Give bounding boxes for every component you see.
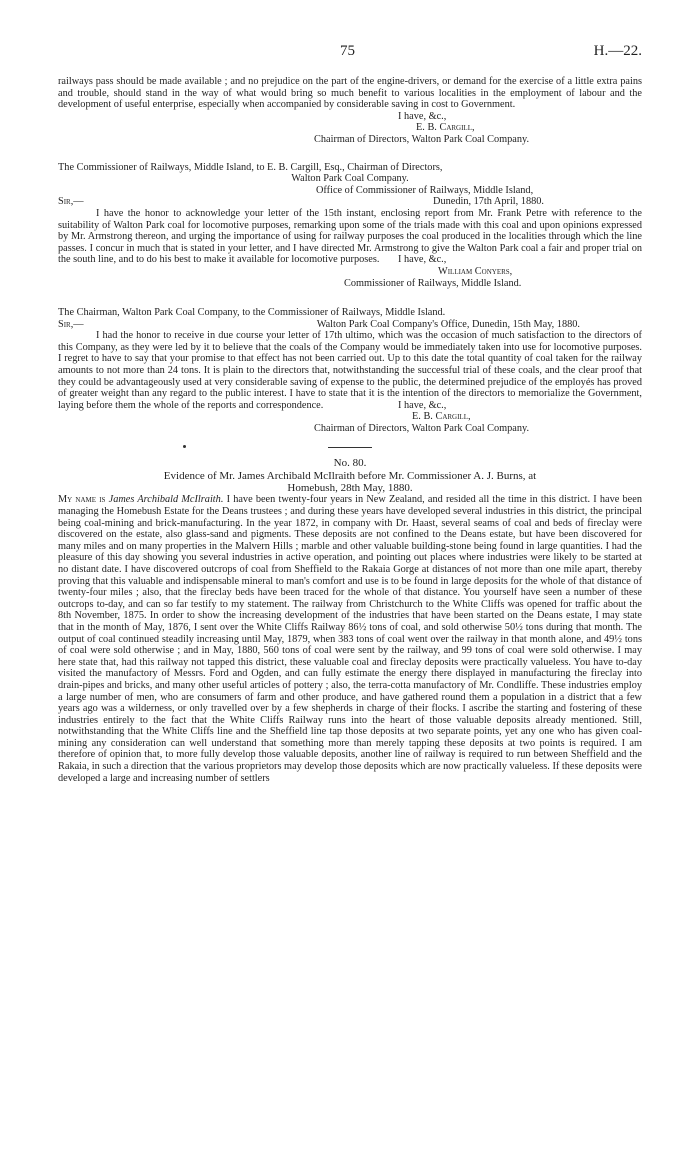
letter-closing: I have, &c., [398, 110, 447, 122]
letter-salutation: Sir,— [58, 318, 84, 330]
evidence-lead: My name is [58, 494, 109, 506]
letter-signatory-title: Chairman of Directors, Walton Park Coal Company. [314, 133, 530, 145]
letter-signature: William Conyers, [438, 265, 513, 277]
letter-salutation-row [58, 196, 642, 208]
letter-signature: E. B. Cargill, [416, 122, 475, 134]
letter-closing: I have, &c., [398, 254, 447, 266]
document-page [58, 42, 642, 784]
page-header [58, 42, 642, 76]
section-heading-continued: Homebush, 28th May, 1880. [287, 481, 413, 494]
letter-commissioner [58, 162, 642, 290]
letter-salutation-row [58, 319, 642, 331]
letter-heading: The Chairman, Walton Park Coal Company, to the Commissioner of Railways, Middle Island. [58, 307, 446, 319]
letter-cargill-continuation [58, 76, 642, 146]
letter-signature: E. B. Cargill, [412, 411, 471, 423]
letter-body: I have the honor to acknowledge your letter of the 15th instant, enclosing report from Mr. Frank Petre with reference to the suitability of Walton Park coal for locomotive purposes, remarking upon some of the trials made with this coal and upon opinions expressed by Mr. Armstrong thereon, and urging the importance of using for railway purposes the coal produced in the localities through which the line passes. I concur in much that is stated in your letter, and I have directed Mr. Armstrong to give the Walton Park coal a fair and proper trial on the south line, and to do his best to make it available for locomotive purposes. [58, 207, 642, 266]
letter-body: railways pass should be made available ; and no prejudice on the part of the engine-drivers, or demand for the exercise of a little extra pains and trouble, should stand in the way of what would bring so much benefit to various localities in the employment of labour and the development of useful enterprise, especially when accompanied by considerable saving in cost to Government. [58, 76, 642, 111]
letter-office-date: Walton Park Coal Company's Office, Dunedin, 15th May, 1880. [316, 318, 580, 330]
margin-dot [183, 445, 186, 448]
witness-name: James Archibald McIlraith. [108, 494, 224, 506]
page-number: 75 [340, 43, 355, 59]
letter-salutation: Sir,— [58, 196, 84, 208]
letter-signatory-title: Chairman of Directors, Walton Park Coal Company. [314, 423, 530, 435]
section-number: No. 80. [333, 456, 367, 469]
letter-date: Dunedin, 17th April, 1880. [433, 196, 544, 208]
letter-body: I had the honor to receive in due course your letter of 17th ultimo, which was the occasion of much satisfaction to the directors of this Company, as they were led by it to believe that the coals of the Company would be immediately taken into use for locomotive purposes. I regret to have to say that your promise to that effect has not been carried out. Up to this date the total quantity of coal taken for the railway amounts to not more than 24 tons. It is plain to the directors that, notwithstanding the successful trial of these coals, and the clear proof that they could be advantageously used at very considerable saving of expense to the public, the determined prejudice of the employés has proved of greater weight than any regard to the public interest. I have to state that it is the intention of the directors to memorialize the Government, laying before them the whole of the reports and correspondence. [58, 330, 642, 411]
letter-heading-continued: Walton Park Coal Company. [291, 173, 409, 185]
evidence-section [58, 458, 642, 785]
letter-heading: The Commissioner of Railways, Middle Island, to E. B. Cargill, Esq., Chairman of Directors, [58, 161, 443, 173]
section-heading: Evidence of Mr. James Archibald McIlraith before Mr. Commissioner A. J. Burns, at [163, 470, 537, 483]
letter-office: Office of Commissioner of Railways, Middle Island, [316, 184, 534, 196]
evidence-text: I have been twenty-four years in New Zealand, and resided all the time in this district. I have been managing the Homebush Estate for the Deans trustees ; and during these years have developed several industries in this district, the principal being coal-mining and brick-manufacturing. In the year 1872, in company with Dr. Haast, several seams of coal and beds of fireclay were discovered on the estate, also glass-sand and pigments. These deposits are not confined to the Deans estate, but have been discovered for many miles and on many properties in the Malvern Hills ; marble and other valuable building-stone being found in large quantities. I had the pleasure of this day showing you several industries in active operation, and pointing out places where industries were likely to be started at no distant date. I have discovered outcrops of coal from Sheffield to the Rakaia Gorge at distances of not more than one mile apart, thereby proving that this valuable and indispensable mineral to man's comfort and use is to be found in large deposits for the whole of that distance of twenty-four miles ; also, that the fireclay beds have been traced for the whole of that distance. You yourself have seen a number of these outcrops to-day, and can so far testify to my statement. The railway from Christchurch to the White Cliffs was opened for traffic about the 8th November, 1875. In order to show the increasing development of the industries that have been started on the Deans estate, I may state that in the month of May, 1876, I sent over the White Cliffs Railway 86½ tons of coal, and sold otherwise 50½ tons during that month. The output of coal continued steadily increasing until May, 1879, when 383 tons of coal went over the railway in that month alone, and 49½ tons of coal were sold otherwise ; and in May, 1880, 560 tons of coal were sent by the railway, and 99 tons of coal were sold otherwise. I may here state that, had this railway not tapped this district, these valuable coal and fireclay deposits were practically valueless. You have to-day visited the manufactory of Messrs. Ford and Ogden, and can fully estimate the energy there displayed in manufacturing the fireclay into drain-pipes and bricks, and many other useful articles of pottery ; also, the terra-cotta manufactory of Mr. Condliffe. These industries employ a large number of men, who are consumers of farm and other produce, and have gathered round them a population in a district that a few years ago was a wilderness, or only travelled over by a few shepherds in charge of their flocks. I ascribe the starting and fostering of these industries entirely to the fact that the White Cliffs Railway runs into the heart of those valuable deposits already mentioned. Still, notwithstanding that the White Cliffs line and the Sheffield line tap those deposits at two separate points, yet any one who has given coal-mining any consideration can well understand that something more than merely tapping these deposits at two points is required. I am therefore of opinion that, to more fully develop those valuable deposits, another line of railway is required to run between Sheffield and the Rakaia, in such a direction that the various proprietors may develop those deposits which are now practically valueless. If these deposits were developed a large and increasing number of settlers [58, 494, 642, 784]
section-code: H.—22. [593, 43, 642, 59]
letter-closing: I have, &c., [398, 399, 447, 411]
evidence-body [58, 494, 642, 784]
letter-signatory-title: Commissioner of Railways, Middle Island. [344, 277, 522, 289]
section-divider [328, 447, 372, 448]
letter-chairman [58, 307, 642, 435]
